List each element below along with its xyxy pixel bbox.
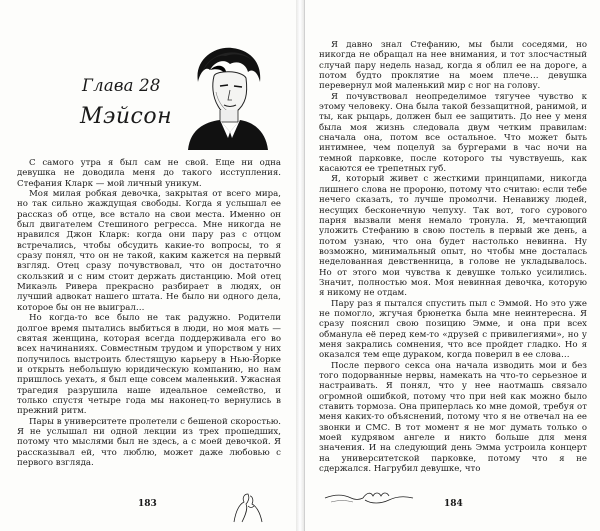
paragraph: Я давно знал Стефанию, мы были соседями, но никогда не обращал на нее внимания, и тот злосчастный случай пару недель назад, когда я облил ее на дороге, а потом будто проклятие на моем плече… девушка перевернул мой маленький мир с ног на голову. [319,40,587,92]
right-page-body [319,40,587,474]
man-portrait-illustration [180,42,272,150]
holding-hands-sketch-icon [323,486,415,508]
page-number: 183 [138,499,157,509]
paragraph: С самого утра я был сам не свой. Еще ни одна девушка не доводила меня до такого исступления. Стефания Кларк — мой личный уникум. [17,158,281,189]
paragraph: Пары в университете пролетели с бешеной скоростью. Я не услышал ни одной лекции из трех прошедших, потому что мыслями был не здесь, а с моей девочкой. Я рассказывал ей, что люблю, может даже любовью с первого взгляда. [17,416,281,468]
chapter-title: Мэйсон [80,104,173,129]
paragraph: Я почувствовал неопределимое тягучее чувство к этому человеку. Она была такой беззащитной, ранимой, и ты, как рыцарь, должен был ее защитить. До нее у меня была моя жизнь следовала двум четким правилам: сначала она, потом все остальное. Что может быть интимнее, чем поцелуй за бургерами в час ночи на темной парковке, после которого ты чувствуешь, как касаются ее трепетных губ. [319,91,587,175]
paragraph: Пару раз я пытался спустить пыл с Эммой. Но это уже не помогло, жгучая брюнетка была мне неинтересна. Я сразу пояснил свою позицию Эмме, и она при всех обманула её перед кем-то «друзей с привилегиями», но у меня закрались сомнения, что все пройдет гладко. Но я оказался тем еще дураком, когда поверил в ее слова… [319,298,587,361]
book-gutter [296,0,304,531]
chapter-number: Глава 28 [82,76,161,95]
paragraph: Но когда-то все было не так радужно. Родители долгое время пытались выбиться в люди, но моя мать — святая женщина, которая всегда поддерживала его во всех начинаниях. Совместным трудом и упорством у них получилось выстроить блестящую карьеру в Нью-Йорке и открыть небольшую юридическую компанию, но нам пришлось уехать, я был еще совсем маленький. Ужасная трагедия разрушила наше идеальное семейство, и только спустя четыре года мы наконец-то вернулись в прежний ритм. [17,313,281,417]
left-page-body [17,158,281,468]
left-page [0,0,297,531]
paragraph: После первого секса она начала изводить мои и без того подорванные нервы, намекать на что-то серьезное и настраивать. Я понял, что у нее наотмашь связало огромной ошибкой, потому что при ней как можно было ставить тормоза. Она приперлась ко мне домой, требуя от меня каких-то объяснений, потому что я не отвечал на ее звонки и СМС. В тот момент я не мог думать только о моей кудрявом ангеле и никто больше для меня значения. И на следующий день Эмма устроила концерт на университетской парковке, потому что я не сдержался. Нагрубил девушке, что [319,360,587,475]
paragraph: Я, который живет с жесткими принципами, никогда лишнего слова не пророню, потому что считаю: если тебе нечего сказать, то лучше промолчи. Ненавижу людей, несущих бесконечную чепуху. Так вот, того сурового парня вызвали меня немало тронула. Я, мечтающий уложить Стефанию в свою постель в первый же день, а потом узнаю, что она будет настолько невинна. Ну возможно, минимальный опыт, но чтобы мне досталась неделованная девственница, в голове не укладывалось. Но от этого мои чувства к девушке только усилились. Значит, полностью моя. Моя невинная девочка, которую я никому не отдам. [319,174,587,299]
paragraph: Моя милая робкая девочка, закрытая от всего мира, но так сильно жаждущая свободы. Когда я услышал ее рассказ об отце, все встало на свои места. Именно он был двигателем Стешиного регресса. Мне никогда не нравился Джон Кларк: когда они пару раз с отцом встречались, чтобы обсудить какие-то вопросы, то я сразу понял, что он не такой, каким кажется на первый взгляд. Отец сразу почувствовал, что он достаточно скользкий и с ним стоит держать дистанцию. Мой отец Микаэль Ривера прекрасно разбирает в людях, он лучший адвокат нашего штата. Не было ни одного дела, которое бы он не выиграл… [17,189,281,313]
kissing-couple-sketch-icon [228,484,268,524]
right-page [304,0,600,531]
page-number: 184 [444,499,463,509]
